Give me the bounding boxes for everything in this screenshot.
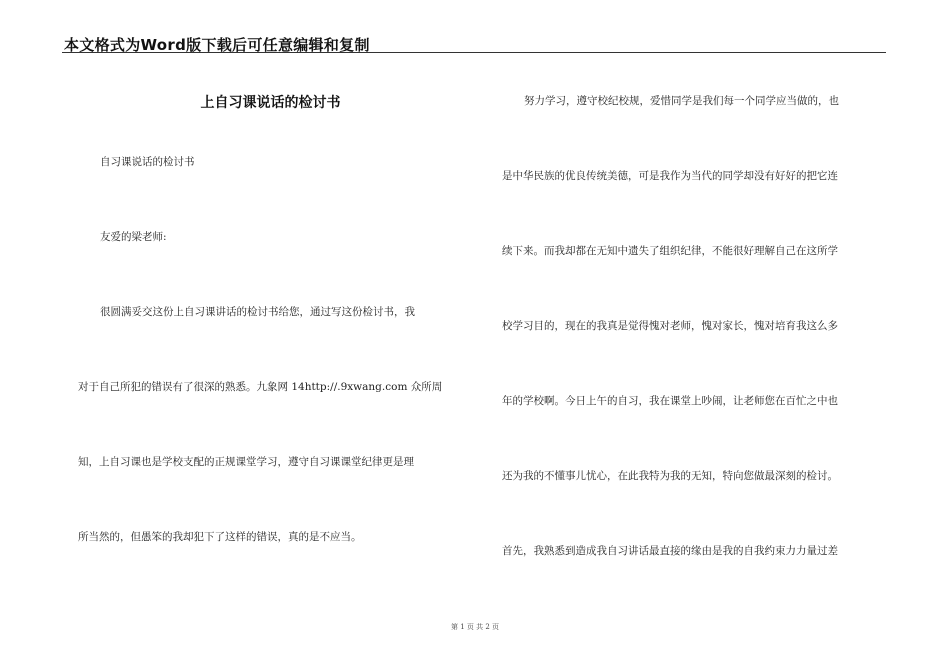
paragraph-line: 校学习目的，现在的我真是觉得愧对老师，愧对家长，愧对培育我这么多 xyxy=(502,320,838,332)
paragraph-line: 所当然的，但愚笨的我却犯下了这样的错误，真的是不应当。 xyxy=(78,531,362,543)
document-title: 上自习课说话的检讨书 xyxy=(200,95,341,111)
paragraph-line: 年的学校啊。今日上午的自习，我在课堂上吵闹，让老师您在百忙之中也 xyxy=(502,395,838,407)
header-divider xyxy=(62,52,886,53)
paragraph-line: 对于自己所犯的错误有了很深的熟悉。九象网 14http://.9xwang.com 众所周 xyxy=(78,381,443,393)
header-title: 本文格式为Word版下载后可任意编辑和复制 xyxy=(64,36,370,54)
paragraph-line: 很圆满妥交这份上自习课讲话的检讨书给您，通过写这份检讨书，我 xyxy=(100,306,415,318)
paragraph-line: 友爱的梁老师: xyxy=(100,231,167,243)
paragraph-line: 自习课说话的检讨书 xyxy=(100,156,195,168)
paragraph-line: 是中华民族的优良传统美德，可是我作为当代的同学却没有好好的把它连 xyxy=(502,170,838,182)
paragraph-line: 还为我的不懂事儿忧心，在此我特为我的无知，特向您做最深刻的检讨。 xyxy=(502,470,838,482)
paragraph-line: 首先，我熟悉到造成我自习讲话最直接的缘由是我的自我约束力力量过差 xyxy=(502,545,838,557)
paragraph-line: 知，上自习课也是学校支配的正规课堂学习，遵守自习课课堂纪律更是理 xyxy=(78,456,414,468)
page-number: 第 1 页 共 2 页 xyxy=(450,623,500,631)
paragraph-line: 续下来。而我却都在无知中遗失了组织纪律，不能很好理解自己在这所学 xyxy=(502,245,838,257)
paragraph-line: 努力学习，遵守校纪校规，爱惜同学是我们每一个同学应当做的，也 xyxy=(524,95,839,107)
